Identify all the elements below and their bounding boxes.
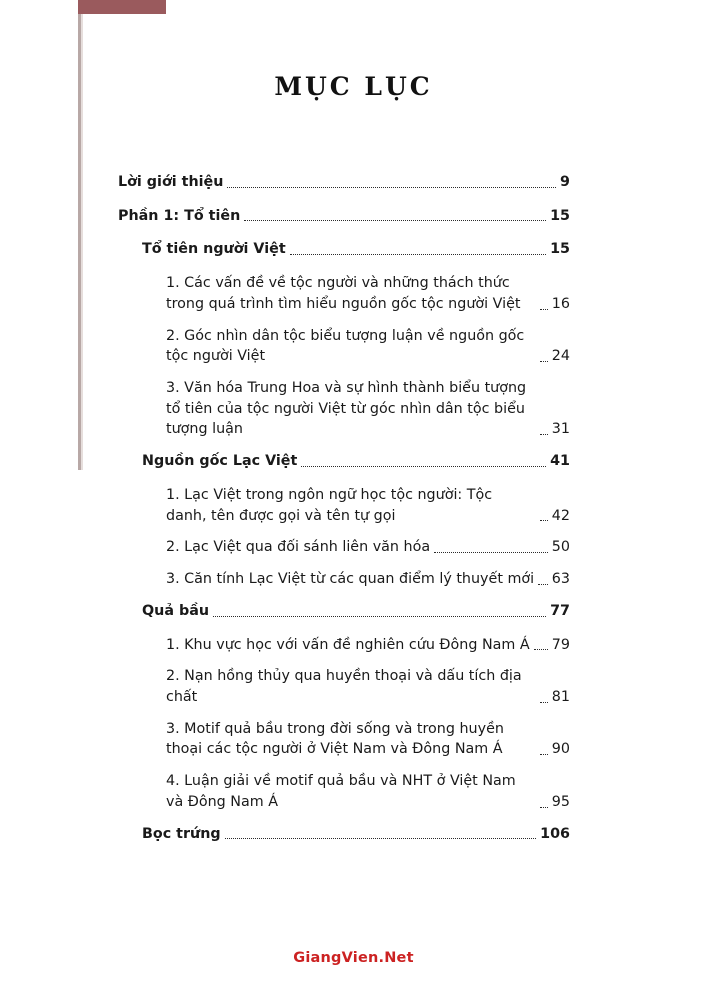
toc-entry-label: Tổ tiên người Việt — [142, 241, 286, 258]
toc-entry-label: 1. Khu vực học với vấn đề nghiên cứu Đông Nam Á — [166, 636, 530, 653]
toc-entry-label: 2. Góc nhìn dân tộc biểu tượng luận về nguồn gốc tộc người Việt — [166, 327, 529, 365]
toc-entry[interactable] — [166, 537, 570, 558]
toc-leader-dots — [540, 520, 548, 521]
toc-entry-label: 3. Motif quả bầu trong đời sống và trong huyền thoại các tộc người ở Việt Nam và Đông Nam Á — [166, 720, 509, 758]
toc-entry-label: Lời giới thiệu — [118, 174, 224, 190]
toc-page-number: 106 — [540, 825, 570, 842]
page-title: MỤC LỤC — [274, 72, 433, 101]
toc-leader-dots — [540, 309, 548, 310]
toc-entry-label: 3. Căn tính Lạc Việt từ các quan điểm lý thuyết mới — [166, 571, 535, 588]
toc-entry[interactable] — [142, 824, 570, 845]
toc-leader-dots — [434, 552, 548, 553]
toc-entry[interactable] — [142, 601, 570, 622]
toc-entry[interactable] — [118, 206, 570, 227]
toc-page-number: 81 — [551, 688, 570, 705]
toc-leader-dots — [227, 187, 556, 188]
toc-entry[interactable] — [166, 273, 570, 314]
toc-entry-label: 1. Lạc Việt trong ngôn ngữ học tộc người: Tộc danh, tên được gọi và tên tự gọi — [166, 486, 497, 524]
toc-entry-label: Nguồn gốc Lạc Việt — [142, 453, 298, 470]
toc-page-number: 63 — [551, 571, 570, 588]
toc-leader-dots — [540, 754, 548, 755]
toc-leader-dots — [540, 361, 548, 362]
toc-entry[interactable] — [142, 451, 570, 472]
toc-leader-dots — [540, 702, 548, 703]
toc-page-number: 79 — [551, 636, 570, 653]
toc-page-number: 15 — [550, 207, 570, 224]
toc-page-number: 9 — [560, 174, 570, 190]
toc-entry[interactable] — [166, 378, 570, 440]
toc-entry[interactable] — [166, 326, 570, 367]
toc-page-number: 42 — [551, 507, 570, 524]
toc-page-number: 31 — [551, 421, 570, 438]
toc-leader-dots — [225, 838, 537, 839]
toc-entry-label: Bọc trứng — [142, 825, 221, 842]
toc-leader-dots — [213, 616, 546, 617]
toc-entry[interactable] — [118, 172, 570, 193]
toc-entry-label: 1. Các vấn đề về tộc người và những thách thức trong quá trình tìm hiểu nguồn gốc tộc người Việt — [166, 275, 521, 312]
toc-leader-dots — [538, 584, 548, 585]
table-of-contents — [118, 172, 570, 857]
toc-entry[interactable] — [166, 771, 570, 812]
toc-page-number: 24 — [551, 348, 570, 365]
toc-leader-dots — [244, 220, 546, 221]
toc-entry-label: Quả bầu — [142, 602, 210, 619]
toc-entry-label: 4. Luận giải về motif quả bầu và NHT ở Việt Nam và Đông Nam Á — [166, 773, 521, 810]
toc-entry[interactable] — [166, 635, 570, 656]
toc-leader-dots — [290, 254, 546, 255]
toc-entry[interactable] — [166, 666, 570, 707]
toc-entry[interactable] — [166, 485, 570, 526]
toc-page-number: 77 — [550, 602, 570, 619]
toc-entry[interactable] — [166, 719, 570, 760]
toc-entry[interactable] — [142, 239, 570, 260]
toc-leader-dots — [534, 649, 548, 650]
toc-page-number: 15 — [550, 241, 570, 258]
toc-leader-dots — [540, 807, 548, 808]
toc-leader-dots — [540, 434, 548, 435]
scan-artifact-top — [78, 0, 166, 14]
toc-entry-label: 2. Lạc Việt qua đối sánh liên văn hóa — [166, 539, 431, 556]
toc-entry-label: Phần 1: Tổ tiên — [118, 207, 241, 224]
toc-page-number: 50 — [551, 539, 570, 556]
toc-entry-label: 3. Văn hóa Trung Hoa và sự hình thành biểu tượng tổ tiên của tộc người Việt từ góc nhìn dân tộc biểu tượng luận — [166, 380, 531, 438]
toc-page-number: 16 — [551, 295, 570, 312]
toc-page-number: 90 — [551, 741, 570, 758]
toc-page-number: 41 — [550, 453, 570, 470]
toc-leader-dots — [301, 466, 546, 467]
toc-entry-label: 2. Nạn hồng thủy qua huyền thoại và dấu tích địa chất — [166, 668, 527, 705]
watermark: GiangVien.Net — [293, 950, 414, 966]
toc-entry[interactable] — [166, 569, 570, 590]
toc-page-number: 95 — [551, 793, 570, 810]
